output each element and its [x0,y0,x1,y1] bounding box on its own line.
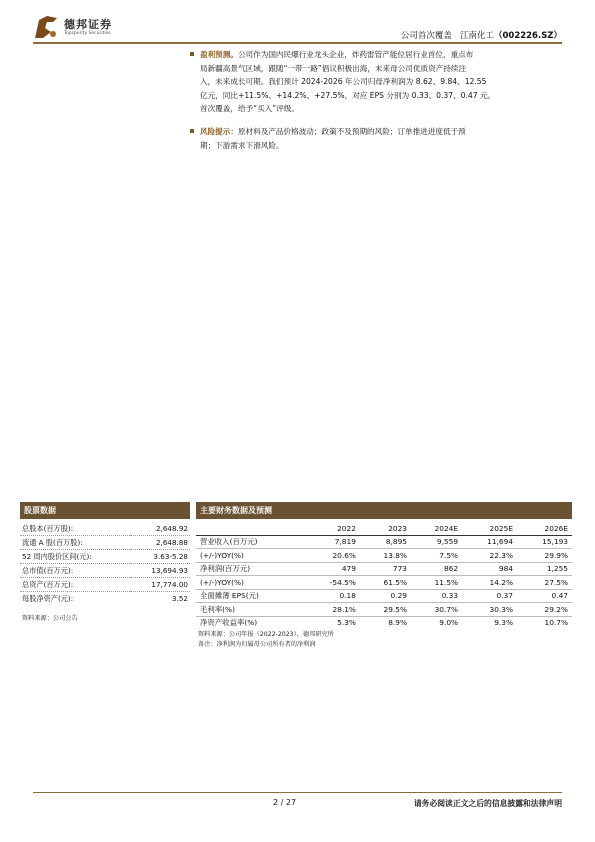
table-row [196,562,572,576]
brand-name-en: Topsperity Securities [64,31,111,36]
row-value: 13,694.93 [130,564,190,578]
table-cell: 5.3% [337,618,356,628]
table-cell: 9.0% [439,618,459,628]
row-value: 3.63-5.28 [130,550,190,564]
table-cell: 984 [462,562,517,576]
row-label: (+/-)YOY(%) [196,576,305,590]
brand-logo-icon [33,14,61,40]
table-header-blank [196,522,305,535]
table-cell: 0.47 [517,589,572,603]
row-label: 总股本(百万股): [20,522,130,536]
row-value: 17,774.00 [130,578,190,592]
table-cell: 15,193 [517,535,572,549]
paragraph-line: 首次覆盖，给予“买入”评级。 [200,104,299,113]
row-label: 总市值(百万元): [20,564,130,578]
legal-disclaimer: 请务必阅读正文之后的信息披露和法律声明 [413,799,562,808]
table-cell: 30.3% [462,603,517,617]
table-cell: 773 [360,562,411,576]
paragraph-lead: 风险提示： [200,127,238,136]
table-cell: 13.8% [360,549,411,563]
row-label: 全面摊薄 EPS(元) [196,589,305,603]
table-cell: 0.37 [462,589,517,603]
table-row [20,536,190,550]
table-cell: 29.9% [517,549,572,563]
table-cell: 0.18 [305,589,360,603]
row-label: 流通 A 股(百万股): [20,536,130,550]
stock-code: （002226.SZ） [493,31,562,41]
paragraph-line: 风险提示：原材料及产品价格波动；政策不及预期的风险；订单推进进度低于预 [200,127,466,136]
table-cell: 0.29 [360,589,411,603]
table-cell: 11.5% [411,576,462,590]
table-cell: 0.33 [411,589,462,603]
row-label: 52 周内股价区间(元): [20,550,130,564]
table-row [196,549,572,563]
report-header [401,29,562,41]
table-cell: 30.7% [411,603,462,617]
table-cell: 1,255 [517,562,572,576]
row-label: 总资产(百万元): [20,578,130,592]
row-value: 2,648.92 [130,522,190,536]
table-cell: 9,559 [411,535,462,549]
table-row [196,603,572,617]
paragraph-line: 亿元，同比+11.5%、+14.2%、+27.5%，对应 EPS 分别为 0.33、0.37、0.47 元。 [200,90,496,100]
row-label: 营业收入(百万元) [196,535,305,549]
financial-data-source: 资料来源：公司年报（2022-2023），德邦研究所 [198,631,334,638]
row-label: 净利润(百万元) [196,562,305,576]
table-row [20,592,190,606]
row-label: 毛利率(%) [196,603,305,617]
bullet-icon [190,52,194,56]
row-label: (+/-)YOY(%) [196,549,305,563]
paragraph-line: 期；下游需求下滑风险。 [200,140,284,150]
paragraph-line: 入，未来成长可期。我们预计 2024-2026 年公司归母净利润为 8.62、9.84、12.55 [200,77,487,86]
table-row [20,564,190,578]
table-row [196,616,572,629]
header-divider [33,42,562,44]
paragraph-line: 盈利预测。公司作为国内民爆行业龙头企业，炸药雷管产能位居行业首位，重点布 [200,50,474,59]
financial-data-note: 备注：净利润为归属母公司所有者的净利润 [198,641,316,648]
risk-warning-paragraph [200,125,566,152]
table-cell: 29.5% [360,603,411,617]
table-row [20,550,190,564]
table-cell: 20.6% [305,549,360,563]
bullet-icon [190,129,194,133]
column-header: 2023 [360,522,411,535]
earnings-forecast-paragraph [200,48,566,116]
page-number: 2 / 27 [273,798,297,807]
table-cell: 8,895 [360,535,411,549]
company-name: 江南化工 [459,31,494,41]
stock-data-source: 资料来源：公司公告 [22,615,78,622]
brand-name-cn: 德邦证券 [64,18,112,31]
row-label: 每股净资产(元): [22,593,74,603]
table-cell: 862 [411,562,462,576]
table-cell: -54.5% [305,576,360,590]
table-cell: 7.5% [411,549,462,563]
financial-data-title: 主要财务数据及预测 [196,502,572,519]
table-cell: 11,694 [462,535,517,549]
table-row [20,578,190,592]
table-cell: 9.3% [494,618,513,628]
table-cell: 8.9% [388,618,407,628]
table-cell: 7,819 [305,535,360,549]
column-header: 2026E [517,522,572,535]
table-cell: 10.7% [544,618,568,628]
stock-data-title: 股票数据 [20,502,190,519]
paragraph-lead: 盈利预测。 [200,50,238,59]
paragraph-line: 局新疆高景气区域，跟随“一带一路”倡议积极出海，未来母公司优质资产持续注 [200,63,467,73]
row-value: 3.52 [171,594,188,603]
table-cell: 14.2% [462,576,517,590]
table-row [196,589,572,603]
table-cell: 27.5% [517,576,572,590]
column-header: 2025E [462,522,517,535]
brand-logo [33,14,138,40]
table-row [196,576,572,590]
table-cell: 29.2% [517,603,572,617]
financial-data-table [196,522,572,629]
table-cell: 61.5% [360,576,411,590]
table-cell: 479 [305,562,360,576]
column-header: 2022 [305,522,360,535]
table-row [20,522,190,536]
table-cell: 22.3% [462,549,517,563]
stock-data-table [20,522,190,605]
footer-divider [33,792,562,793]
column-header: 2024E [411,522,462,535]
row-label: 净资产收益率(%) [200,618,258,628]
table-cell: 28.1% [305,603,360,617]
table-row [196,535,572,549]
row-value: 2,648.88 [130,536,190,550]
report-type: 公司首次覆盖 [400,31,452,41]
